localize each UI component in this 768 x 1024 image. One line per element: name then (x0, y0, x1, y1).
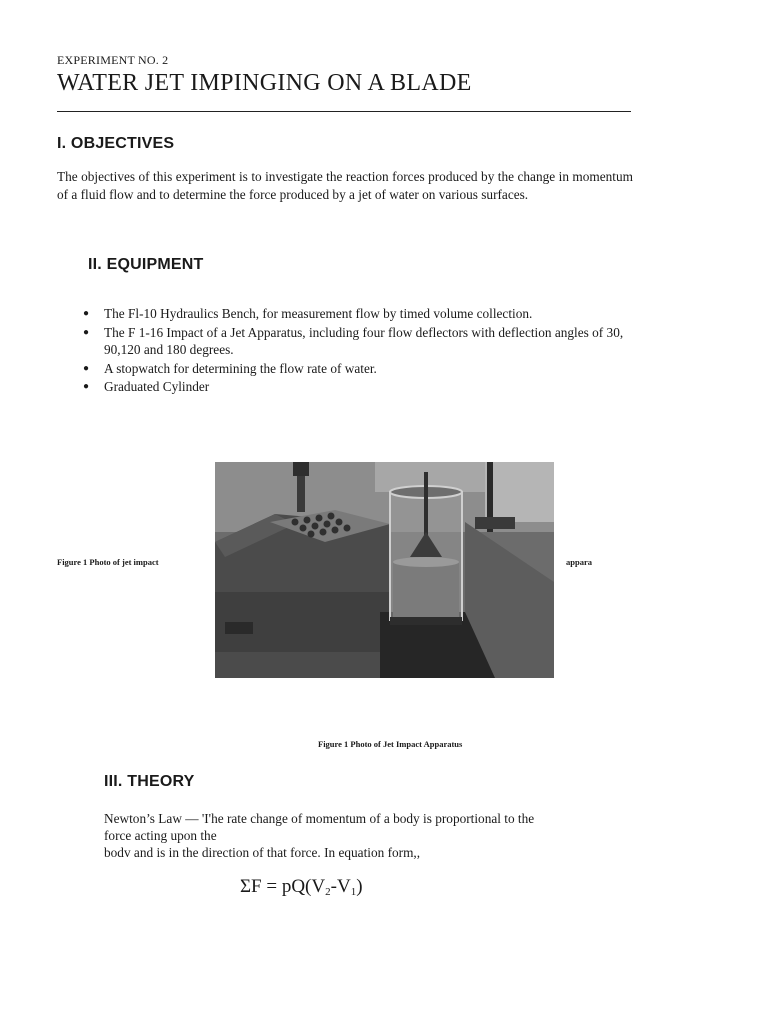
document-title: WATER JET IMPINGING ON A BLADE (57, 70, 472, 96)
objectives-heading: I. OBJECTIVES (57, 135, 175, 152)
equipment-item (80, 360, 640, 378)
theory-heading: III. THEORY (104, 773, 195, 790)
theory-paragraph (104, 810, 634, 861)
equation-mid: -V (330, 876, 351, 897)
momentum-equation (240, 876, 363, 898)
equation-rhs: ) (356, 876, 363, 897)
theory-line: bodv and is in the direction of that force. In equation form,, (104, 845, 421, 860)
bullet-icon: ● (83, 381, 90, 393)
equipment-item (80, 378, 640, 396)
equation-lhs: ΣF = pQ(V (240, 876, 326, 897)
jet-impact-apparatus-photo (215, 462, 554, 678)
experiment-number: EXPERIMENT NO. 2 (57, 53, 169, 67)
theory-line: force acting upon the (104, 828, 217, 843)
equipment-item (80, 324, 640, 359)
equation-subscript: 2 (325, 886, 331, 898)
bullet-icon: ● (83, 326, 90, 338)
equipment-item-text: The F 1-16 Impact of a Jet Apparatus, including four flow deflectors with deflection angles of 30, (104, 324, 624, 340)
equipment-item-text: The Fl-10 Hydraulics Bench, for measurement flow by timed volume collection. (104, 306, 533, 321)
apparatus-photo-illustration (215, 462, 554, 678)
equipment-item-text: 90,120 and 180 degrees. (104, 342, 234, 358)
theory-line: Newton’s Law — 'I'he rate change of momentum of a body is proportional to the (104, 811, 535, 826)
equipment-heading: II. EQUIPMENT (88, 256, 204, 273)
bullet-icon: ● (83, 308, 90, 319)
bullet-icon: ● (83, 362, 90, 374)
equipment-list (80, 305, 640, 397)
figure-caption-left: Figure 1 Photo of jet impact (57, 557, 159, 567)
equipment-item (80, 305, 640, 323)
equipment-item-text: A stopwatch for determining the flow rate of water. (104, 360, 377, 376)
figure-caption: Figure 1 Photo of Jet Impact Apparatus (318, 739, 463, 749)
title-divider (57, 111, 631, 112)
objectives-paragraph: The objectives of this experiment is to investigate the reaction forces produced by the change in momentum of a fluid flow and to determine the force produced by a jet of water on various surfaces. (57, 169, 633, 202)
equation-subscript: 1 (350, 886, 357, 898)
equipment-item-text: Graduated Cylinder (104, 379, 210, 395)
figure-caption-right: appara (566, 557, 592, 567)
